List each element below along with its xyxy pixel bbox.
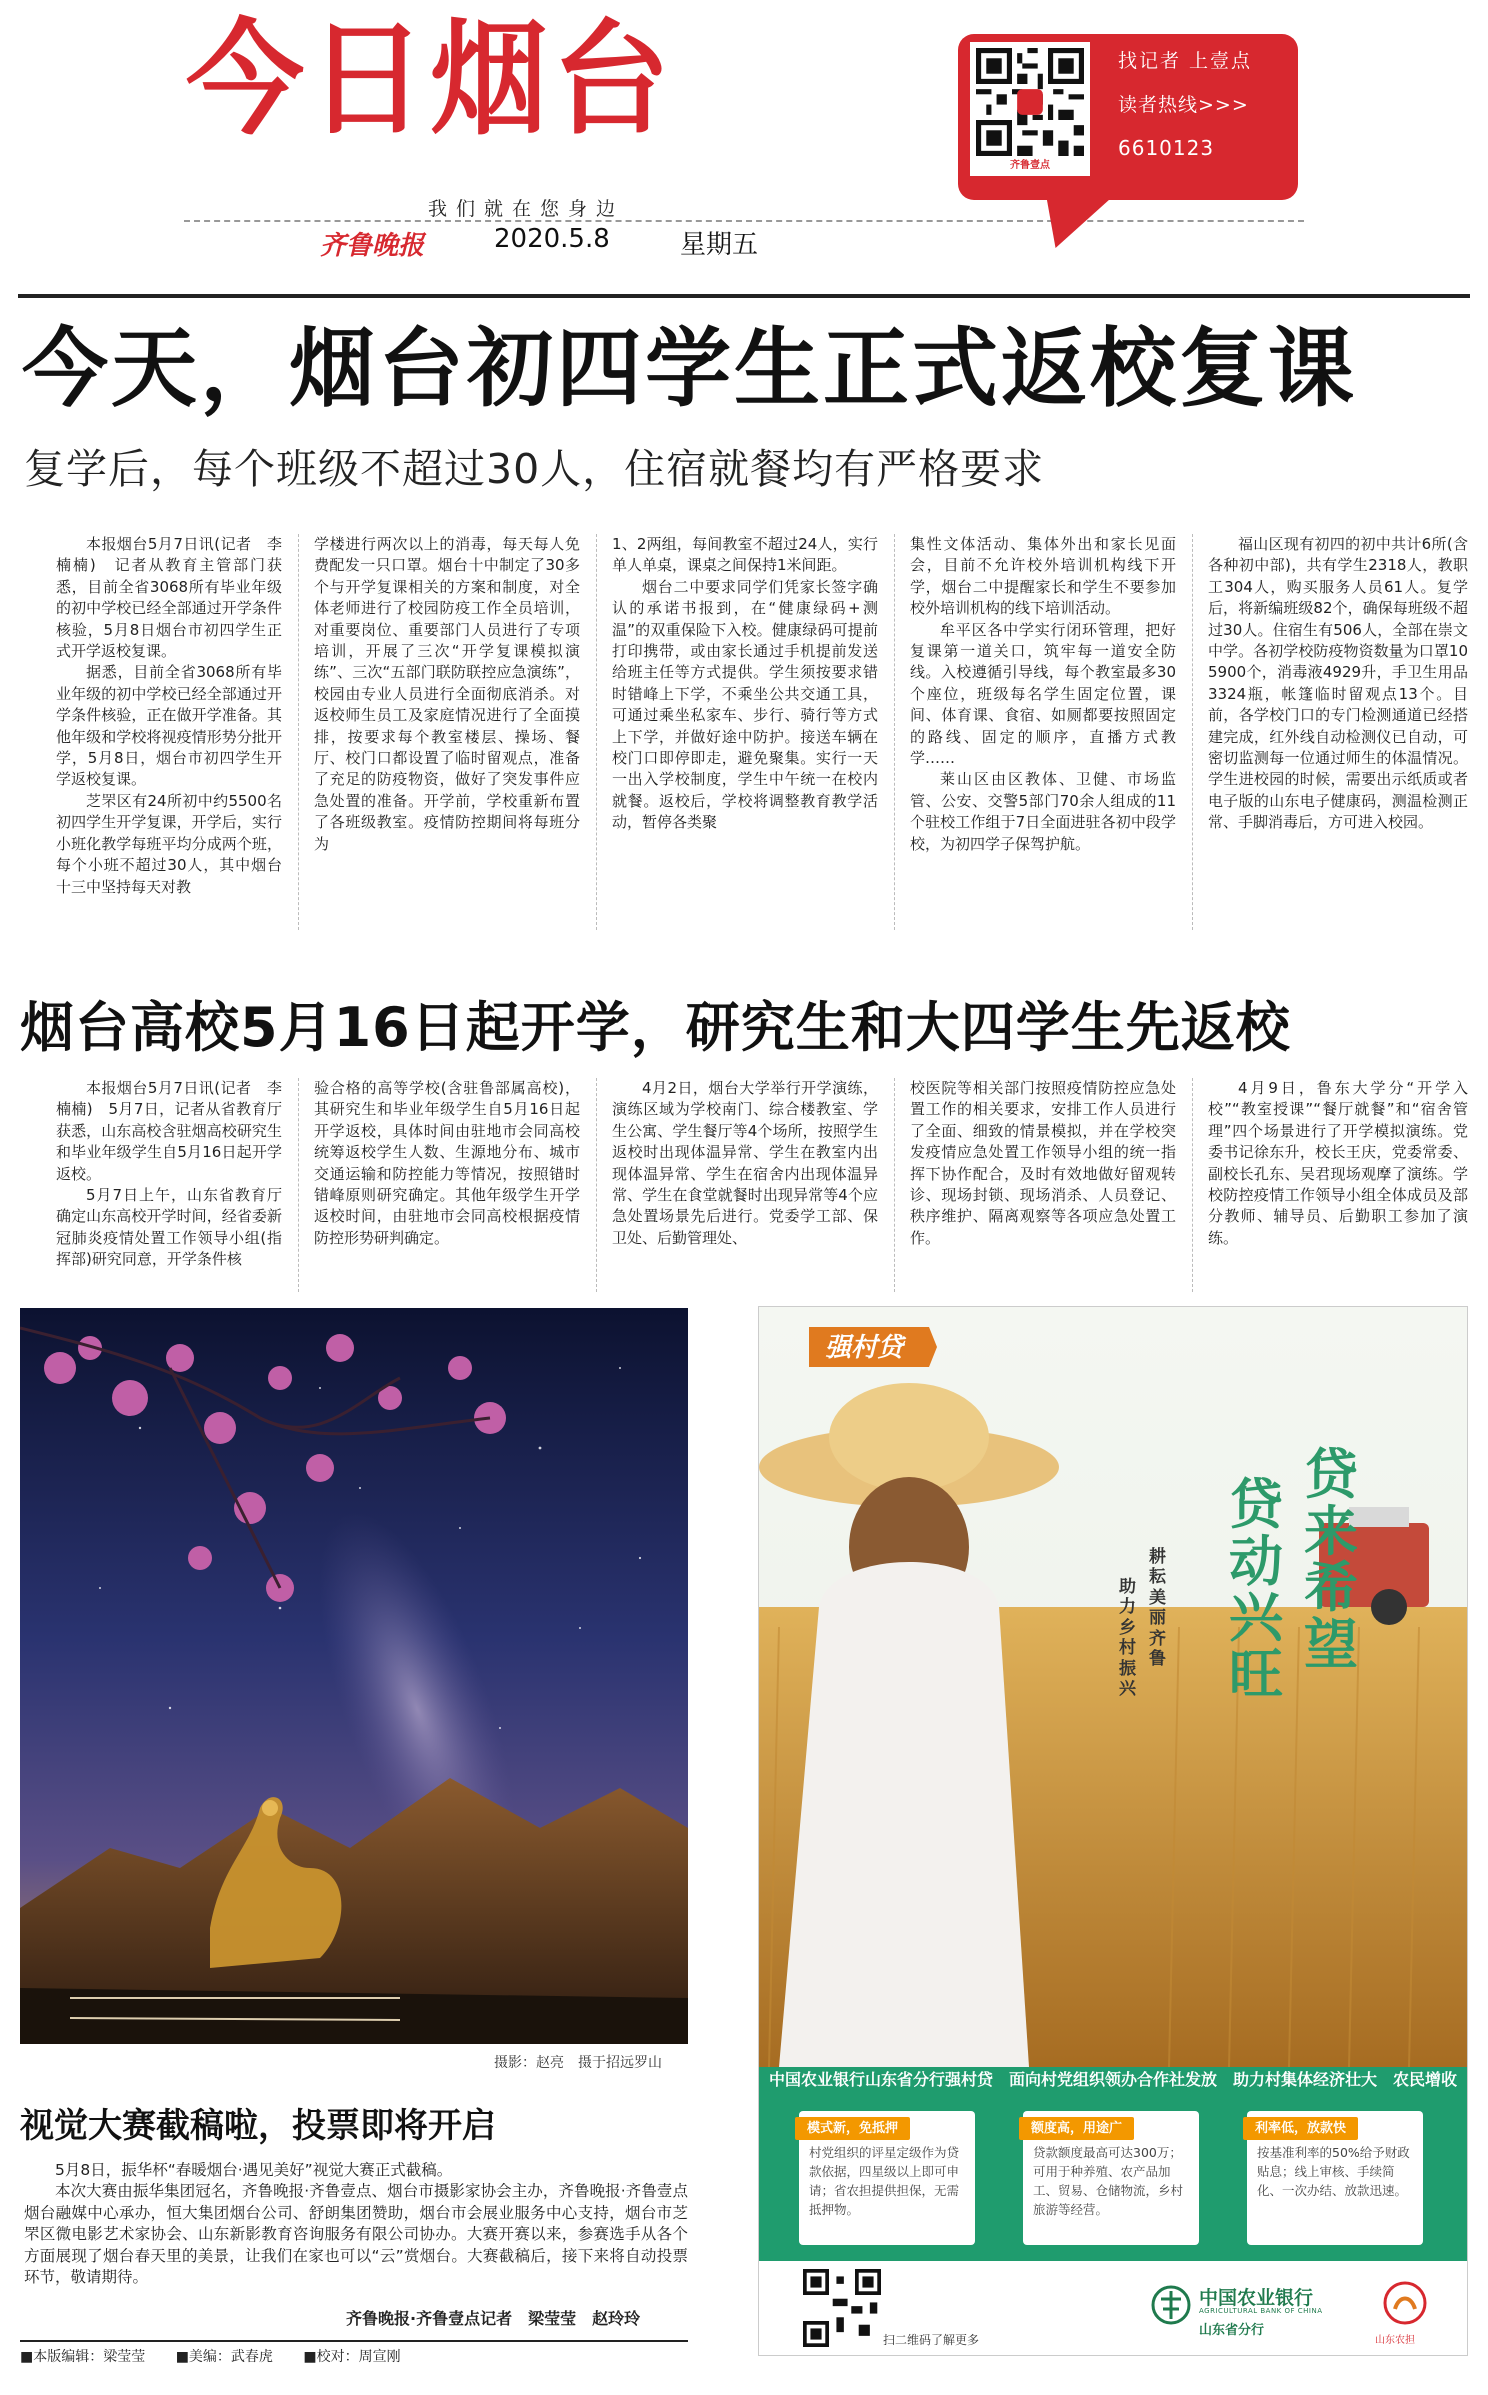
hotline-number: 6610123 [1118, 136, 1215, 160]
paragraph: 据悉，目前全省3068所有毕业年级的初中学校已经全部通过开学条件核验，正在做开学准备。其他年级和学校将视疫情形势分批开学，5月8日，烟台市初四学生开学返校复课。 [56, 663, 282, 789]
column-divider [596, 534, 597, 930]
proofreader-credit: ■校对：周宣刚 [303, 2349, 401, 2365]
paragraph: 福山区现有初四的初中共计6所(含各种初中部)，共有学生2318人，教职工304人，购买服务人员61人。复学后，将新编班级82个，确保每班级不超过30人。住宿生有506人，全部在崇文中学。各初学校防疫物资数量为口罩105900个，消毒液4929升，手卫生用品3324瓶，帐篷临时留观点13个。目前，各学校门口的专门检测通道已经搭建完成，红外线自动检测仪已自动，可密切监测每一位通过师生的体温情况。学生进校园的时候，需要出示纸质或者电子版的山东电子健康码，测温检测正常、手脚消毒后，方可进入校园。 [1208, 535, 1468, 832]
column-divider [894, 1078, 895, 1292]
paragraph: 4月9日，鲁东大学分“开学入校”“教室授课”“餐厅就餐”和“宿舍管理”四个场景进行了开学模拟演练。党委书记徐东升，校长王庆，党委常委、副校长孔东、吴君现场观摩了演练。学校防控疫情工作领导小组全体成员及部分教师、辅导员、后勤职工参加了演练。 [1208, 1079, 1468, 1247]
ad-scan-text: 扫二维码了解更多 [883, 2333, 980, 2347]
ad-slogan-1: 贷来希望 [1304, 1443, 1358, 1677]
lead-column-3 [612, 534, 878, 934]
headline-rule [18, 294, 1470, 298]
paragraph: 本报烟台5月7日讯(记者 李楠楠) 5月7日，记者从省教育厅获悉，山东高校含驻烟高校研究生和毕业年级学生自5月16日起开学返校。 [56, 1079, 282, 1183]
issue-weekday: 星期五 [680, 230, 759, 260]
ad-feature-card [1023, 2111, 1199, 2245]
second-column-1 [56, 1078, 282, 1298]
ad-banner-text: 中国农业银行山东省分行强村贷 面向村党组织领办合作社发放 助力村集体经济壮大 农民增收 [768, 2070, 1457, 2089]
issue-date: 2020.5.8 [494, 224, 610, 254]
paragraph: 5月8日，振华杯“春暖烟台·遇见美好”视觉大赛正式截稿。 [55, 2161, 453, 2179]
ad-feature-card [1247, 2111, 1423, 2245]
paragraph: 验合格的高等学校(含驻鲁部属高校)，其研究生和毕业年级学生自5月16日起开学返校，具体时间由驻地市会同高校统筹返校学生人数、生源地分布、城市交通运输和防控能力等情况，按照错时错峰原则研究确定。其他年级学生开学返校时间，由驻地市会同高校根据疫情防控形势研判确定。 [314, 1079, 580, 1247]
paragraph: 芝罘区有24所初中约5500名初四学生开学复课，开学后，实行小班化教学每班平均分成两个班，每个小班不超过30人，其中烟台十三中坚持每天对教 [56, 791, 282, 896]
footer-rule [20, 2340, 688, 2342]
ad-logo: 强村贷 [825, 1333, 904, 1363]
ad-footer [759, 2261, 1467, 2356]
second-column-3 [612, 1078, 878, 1298]
column-divider [894, 534, 895, 930]
photo-image [20, 1308, 688, 2044]
second-column-5 [1208, 1078, 1468, 1298]
paragraph: 本次大赛由振华集团冠名，齐鲁晚报·齐鲁壹点、烟台市摄影家协会主办，齐鲁晚报·齐鲁壹点烟台融媒中心承办，恒大集团烟台公司、舒朗集团赞助，烟台市会展业服务中心支持，烟台市芝罘区微电影艺术家协会、山东新影教育咨询服务有限公司协办。大赛开赛以来，参赛选手从各个方面展现了烟台春天里的美景，让我们在家也可以“云”赏烟台。大赛截稿后，接下来将自动投票环节，敬请期待。 [24, 2182, 688, 2287]
night-sky-photo [20, 1308, 688, 2044]
editor-credit: ■本版编辑：梁莹莹 [20, 2349, 146, 2365]
paragraph: 莱山区由区教体、卫健、市场监管、公安、交警5部门70余人组成的11个驻校工作组于7日全面进驻各初中段学校，为初四学子保驾护航。 [910, 770, 1176, 853]
ad-feature-text: 贷款额度最高可达300万；可用于种养殖、农产品加工、贸易、仓储物流，乡村旅游等经营。 [1033, 2145, 1184, 2217]
lead-column-4 [910, 534, 1176, 934]
masthead-slogan: 我们就在您身边 [428, 198, 625, 220]
hotline-line-2: 读者热线>>> [1118, 94, 1249, 116]
bank-advertisement[interactable] [758, 1306, 1468, 2356]
qr-caption: 齐鲁壹点 [1010, 160, 1050, 171]
paragraph: 4月2日，烟台大学举行开学演练，演练区域为学校南门、综合楼教室、学生公寓、学生餐厅等4个场所，按照学生返校时出现体温异常、学生在教室内出现体温异常、学生在宿舍内出现体温异常、学生在食堂就餐时出现异常等4个应急处置场景先后进行。党委学工部、保卫处、后勤管理处、 [612, 1079, 878, 1247]
lead-column-1 [56, 534, 282, 934]
lead-column-2 [314, 534, 580, 934]
paragraph: 1、2两组，每间教室不超过24人，实行单人单桌，课桌之间保持1米间距。 [612, 535, 878, 575]
ad-qr-code-icon[interactable] [803, 2269, 881, 2347]
column-divider [1192, 1078, 1193, 1292]
bank-english-name: AGRICULTURAL BANK OF CHINA [1199, 2307, 1323, 2315]
brand-logo-text: 齐鲁晚报 [320, 231, 425, 261]
column-divider [298, 534, 299, 930]
bank-name: 中国农业银行 [1199, 2287, 1314, 2309]
paragraph: 集性文体活动、集体外出和家长见面会，目前不允许校外培训机构线下开学，烟台二中提醒家长和学生不要参加校外培训机构的线下培训活动。 [910, 535, 1176, 618]
hotline-qr-code[interactable] [970, 42, 1090, 176]
paragraph: 学楼进行两次以上的消毒，每天每人免费配发一只口罩。烟台十中制定了30多个与开学复课相关的方案和制度，对全体老师进行了校园防疫工作全员培训，对重要岗位、重要部门人员进行了专项培训，开展了三次“开学复课模拟演练”、三次“五部门联防联控应急演练”，校园由专业人员进行全面彻底消杀。对返校师生员工及家庭情况进行了全面摸排，按要求每个教室楼层、操场、餐厅、校门口都设置了临时留观点，准备了充足的防疫物资，做好了突发事件应急处置的准备。开学前，学校重新布置了各班级教室。疫情防控期间将每班分为 [314, 535, 580, 853]
lead-column-5 [1208, 534, 1468, 934]
newspaper-title: 今日烟台 [186, 6, 675, 152]
masthead-divider [184, 220, 1304, 222]
ad-tagline-2: 助力乡村振兴 [1119, 1577, 1136, 1699]
lead-subheadline: 复学后，每个班级不超过30人，住宿就餐均有严格要求 [24, 445, 1045, 493]
ad-feature-tag: 额度高，用途广 [1019, 2117, 1134, 2140]
hotline-line-1: 找记者 上壹点 [1118, 50, 1253, 72]
column-divider [298, 1078, 299, 1292]
ad-slogan-2: 贷动兴旺 [1229, 1473, 1283, 1707]
paragraph: 牟平区各中学实行闭环管理，把好复课第一道关口，筑牢每一道安全防线。入校遵循引导线，每个教室最多30个座位，班级每名学生固定位置，课间、体育课、食宿、如厕都要按照固定的路线、固定的顺序，直播方式教学…… [910, 620, 1176, 768]
guarantee-org-name: 山东农担 [1375, 2335, 1415, 2346]
ad-feature-text: 按基准利率的50%给予财政贴息；线上审核、手续简化、一次办结、放款迅速。 [1257, 2145, 1410, 2198]
ad-feature-tag: 利率低，放款快 [1243, 2117, 1358, 2140]
ad-feature-card [799, 2111, 975, 2245]
credits-footer [20, 2346, 427, 2366]
third-headline: 视觉大赛截稿啦，投票即将开启 [20, 2106, 496, 2146]
paragraph: 5月7日上午，山东省教育厅确定山东高校开学时间，经省委新冠肺炎疫情处置工作领导小组(指挥部)研究同意，开学条件核 [56, 1186, 282, 1269]
column-divider [596, 1078, 597, 1292]
reporter-byline: 齐鲁晚报·齐鲁壹点记者 梁莹莹 赵玲玲 [346, 2309, 641, 2328]
ad-feature-text: 村党组织的评星定级作为贷款依据，四星级以上即可申请；省农担提供担保，无需抵押物。 [809, 2145, 960, 2217]
photo-credit: 摄影：赵亮 摄于招远罗山 [494, 2055, 662, 2071]
paragraph: 烟台二中要求同学们凭家长签字确认的承诺书报到，在“健康绿码+测温”的双重保险下入校。健康绿码可提前打印携带，或由家长通过手机提前发送给班主任等方式提供。学生须按要求错时错峰上下学，不乘坐公共交通工具，可通过乘坐私家车、步行、骑行等方式上下学，并做好途中防护。接送车辆在校门口即停即走，避免聚集。实行一天一出入学校制度，学生中午统一在校内就餐。返校后，学校将调整教育教学活动，暂停各类聚 [612, 577, 878, 832]
second-column-4 [910, 1078, 1176, 1298]
third-body [24, 2160, 688, 2306]
bank-branch: 山东省分行 [1199, 2323, 1265, 2338]
abc-bank-logo-icon [1151, 2285, 1191, 2325]
qr-code-icon [976, 48, 1084, 156]
column-divider [1192, 534, 1193, 930]
second-headline: 烟台高校5月16日起开学，研究生和大四学生先返校 [20, 996, 1291, 1059]
paragraph: 校医院等相关部门按照疫情防控应急处置工作的相关要求，安排工作人员进行了全面、细致的情景模拟，并在学校突发疫情应急处置工作领导小组的统一指挥下协作配合，及时有效地做好留观转诊、现场封锁、现场消杀、人员登记、秩序维护、隔离观察等各项应急处置工作。 [910, 1079, 1176, 1247]
designer-credit: ■美编：武春虎 [175, 2349, 273, 2365]
ad-tagline-1: 耕耘美丽齐鲁 [1149, 1547, 1166, 1669]
lead-headline: 今天，烟台初四学生正式返校复课 [22, 319, 1357, 419]
second-column-2 [314, 1078, 580, 1298]
credit-guarantee-logo-icon [1381, 2279, 1429, 2327]
paragraph: 本报烟台5月7日讯(记者 李楠楠) 记者从教育主管部门获悉，目前全省3068所有毕业年级的初中学校已经全部通过开学条件核验，5月8日烟台市初四学生正式开学返校复课。 [56, 535, 282, 661]
ad-feature-tag: 模式新，免抵押 [795, 2117, 910, 2140]
